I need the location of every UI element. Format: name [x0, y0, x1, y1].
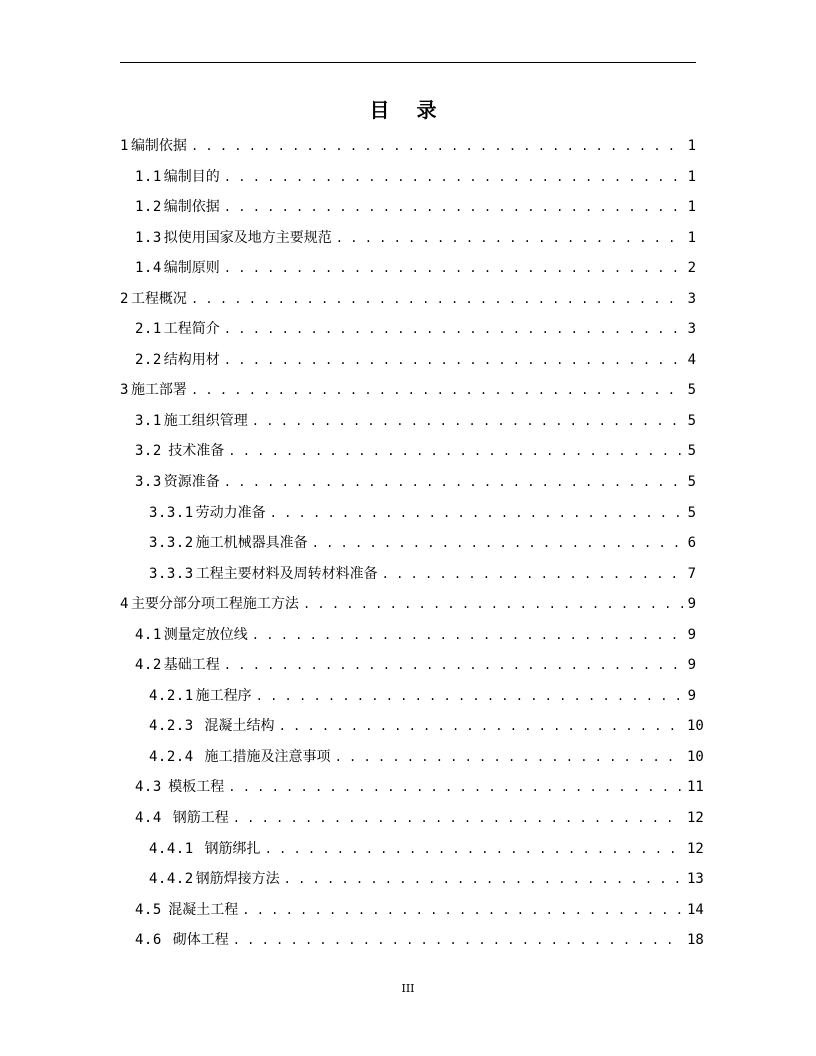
toc-entry-page: 1 — [687, 138, 696, 154]
toc-entry[interactable] — [120, 467, 696, 498]
toc-entry-number: 4.4.1 — [149, 840, 194, 857]
toc-entry[interactable] — [120, 772, 704, 803]
toc-entry[interactable] — [120, 528, 696, 559]
toc-entry-page: 9 — [687, 687, 696, 704]
dot-leader — [252, 406, 683, 437]
dot-leader — [191, 131, 683, 162]
toc-entry-page: 3 — [687, 321, 696, 338]
toc-entry[interactable] — [120, 253, 696, 284]
toc-entry[interactable] — [120, 284, 696, 315]
toc-entry-page: 3 — [687, 290, 696, 307]
toc-entry[interactable] — [120, 834, 704, 865]
toc-entry-number: 3.3 — [135, 474, 162, 491]
toc-entry[interactable] — [120, 589, 696, 620]
dot-leader — [191, 284, 683, 315]
header-rule — [120, 62, 696, 63]
toc-entry-number: 3.3.3 — [149, 565, 194, 582]
toc-entry-page: 5 — [687, 474, 696, 491]
toc-entry-page: 10 — [687, 748, 704, 765]
dot-leader — [224, 253, 683, 284]
toc-entry-page: 7 — [687, 565, 696, 582]
toc-entry-number: 3.1 — [135, 412, 162, 429]
toc-entry-title: 施工措施及注意事项 — [195, 748, 331, 765]
dot-leader — [284, 864, 683, 895]
toc-entry-number: 3.3.1 — [149, 504, 194, 521]
toc-entry-number: 3.2 — [135, 443, 162, 460]
toc-entry-title: 钢筋绑扎 — [195, 840, 261, 857]
toc-entry-title: 模板工程 — [163, 779, 225, 796]
toc-entry-title: 施工机械器具准备 — [195, 535, 308, 552]
toc-entry[interactable] — [120, 162, 696, 193]
dot-leader — [242, 895, 683, 926]
dot-leader — [270, 498, 683, 529]
dot-leader — [228, 436, 683, 467]
toc-entry-number: 4.4.2 — [149, 871, 194, 888]
dot-leader — [336, 223, 683, 254]
toc-entry-title: 工程主要材料及周转材料准备 — [195, 565, 378, 582]
toc-entry-title: 钢筋工程 — [163, 810, 229, 827]
dot-leader — [382, 559, 683, 590]
toc-entry-number: 1.4 — [135, 260, 162, 277]
toc-entry-page: 5 — [687, 412, 696, 429]
dot-leader — [224, 162, 683, 193]
toc-entry-number: 4.5 — [135, 901, 162, 918]
toc-entry-number: 4 — [120, 596, 129, 613]
dot-leader — [312, 528, 683, 559]
toc-entry-number: 2.2 — [135, 351, 162, 368]
dot-leader — [265, 834, 683, 865]
toc-entry-number: 3 — [120, 382, 129, 399]
toc-entry-number: 4.1 — [135, 626, 162, 643]
toc-entry-number: 4.3 — [135, 779, 162, 796]
toc-entry-number: 4.2.3 — [149, 718, 194, 735]
toc-entry[interactable] — [120, 925, 704, 956]
toc-entry[interactable] — [120, 650, 696, 681]
toc-entry-page: 9 — [687, 657, 696, 674]
toc-entry-number: 2.1 — [135, 321, 162, 338]
toc-entry-title: 测量定放位线 — [163, 626, 248, 643]
toc-entry-page: 18 — [687, 932, 704, 949]
toc-entry[interactable] — [120, 192, 696, 223]
toc-entry-page: 11 — [687, 779, 704, 796]
toc-entry-title: 编制依据 — [130, 138, 187, 154]
toc-entry[interactable] — [120, 498, 696, 529]
toc-entry[interactable] — [120, 711, 704, 742]
toc-entry-page: 9 — [687, 596, 696, 613]
toc-entry-number: 4.2 — [135, 657, 162, 674]
toc-entry-title: 混凝土结构 — [195, 718, 275, 735]
toc-entry-page: 12 — [687, 810, 704, 827]
dot-leader — [224, 650, 683, 681]
toc-entry[interactable] — [120, 895, 704, 926]
toc-entry-page: 14 — [687, 901, 704, 918]
dot-leader — [252, 620, 683, 651]
toc-entry-page: 13 — [687, 871, 704, 888]
toc-entry-title: 混凝土工程 — [163, 901, 239, 918]
dot-leader — [224, 467, 683, 498]
toc-entry-page: 5 — [687, 443, 696, 460]
toc-entry-title: 钢筋焊接方法 — [195, 871, 280, 888]
toc-entry-page: 1 — [687, 229, 696, 246]
toc-entry-number: 3.3.2 — [149, 535, 194, 552]
toc-entry[interactable] — [120, 406, 696, 437]
toc-entry[interactable] — [120, 131, 696, 162]
dot-leader — [191, 375, 683, 406]
toc-entry-title: 拟使用国家及地方主要规范 — [163, 229, 332, 246]
toc-entry-page: 1 — [687, 199, 696, 216]
toc-entry-title: 施工组织管理 — [163, 412, 248, 429]
toc-entry[interactable] — [120, 742, 704, 773]
toc-entry-page: 6 — [687, 535, 696, 552]
toc-entry[interactable] — [120, 223, 696, 254]
toc-entry-number: 4.6 — [135, 932, 162, 949]
toc-entry[interactable] — [120, 345, 696, 376]
dot-leader — [224, 192, 683, 223]
toc-entry[interactable] — [120, 375, 696, 406]
toc-entry[interactable] — [120, 436, 696, 467]
toc-entry-title: 技术准备 — [163, 443, 225, 460]
table-of-contents — [120, 131, 704, 956]
toc-entry-title: 资源准备 — [163, 474, 220, 491]
toc-entry-number: 4.4 — [135, 810, 162, 827]
toc-entry-title: 砌体工程 — [163, 932, 229, 949]
toc-entry-title: 工程概况 — [130, 290, 187, 307]
dot-leader — [233, 925, 683, 956]
dot-leader — [279, 711, 683, 742]
toc-entry-title: 编制目的 — [163, 168, 220, 185]
dot-leader — [303, 589, 683, 620]
toc-entry-page: 5 — [687, 382, 696, 399]
toc-entry-number: 1.1 — [135, 168, 162, 185]
toc-entry-page: 5 — [687, 504, 696, 521]
toc-entry-number: 2 — [120, 290, 129, 307]
toc-entry[interactable] — [120, 620, 696, 651]
toc-entry[interactable] — [120, 803, 704, 834]
page-title: 目 录 — [369, 98, 447, 122]
toc-entry-title: 施工程序 — [195, 687, 252, 704]
toc-entry-number: 1 — [120, 138, 129, 154]
dot-leader — [335, 742, 683, 773]
dot-leader — [256, 681, 683, 712]
toc-entry-title: 基础工程 — [163, 657, 220, 674]
toc-entry[interactable] — [120, 314, 696, 345]
toc-entry-title: 编制依据 — [163, 199, 220, 216]
dot-leader — [224, 345, 683, 376]
toc-entry-page: 2 — [687, 260, 696, 277]
toc-entry-page: 12 — [687, 840, 704, 857]
toc-entry-number: 1.3 — [135, 229, 162, 246]
dot-leader — [224, 314, 683, 345]
toc-entry-page: 9 — [687, 626, 696, 643]
toc-entry-page: 10 — [687, 718, 704, 735]
toc-entry-number: 1.2 — [135, 199, 162, 216]
toc-entry-title: 编制原则 — [163, 260, 220, 277]
toc-entry-title: 劳动力准备 — [195, 504, 266, 521]
footer-page-number: III — [401, 982, 415, 995]
toc-entry-title: 主要分部分项工程施工方法 — [130, 596, 299, 613]
toc-entry-page: 1 — [687, 168, 696, 185]
dot-leader — [233, 803, 683, 834]
toc-entry-number: 4.2.1 — [149, 687, 194, 704]
toc-entry[interactable] — [120, 559, 696, 590]
toc-entry-title: 施工部署 — [130, 382, 187, 399]
toc-entry[interactable] — [120, 864, 704, 895]
toc-entry-number: 4.2.4 — [149, 748, 194, 765]
toc-entry-title: 工程简介 — [163, 321, 220, 338]
toc-entry[interactable] — [120, 681, 696, 712]
toc-entry-title: 结构用材 — [163, 351, 220, 368]
toc-entry-page: 4 — [687, 351, 696, 368]
dot-leader — [228, 772, 683, 803]
